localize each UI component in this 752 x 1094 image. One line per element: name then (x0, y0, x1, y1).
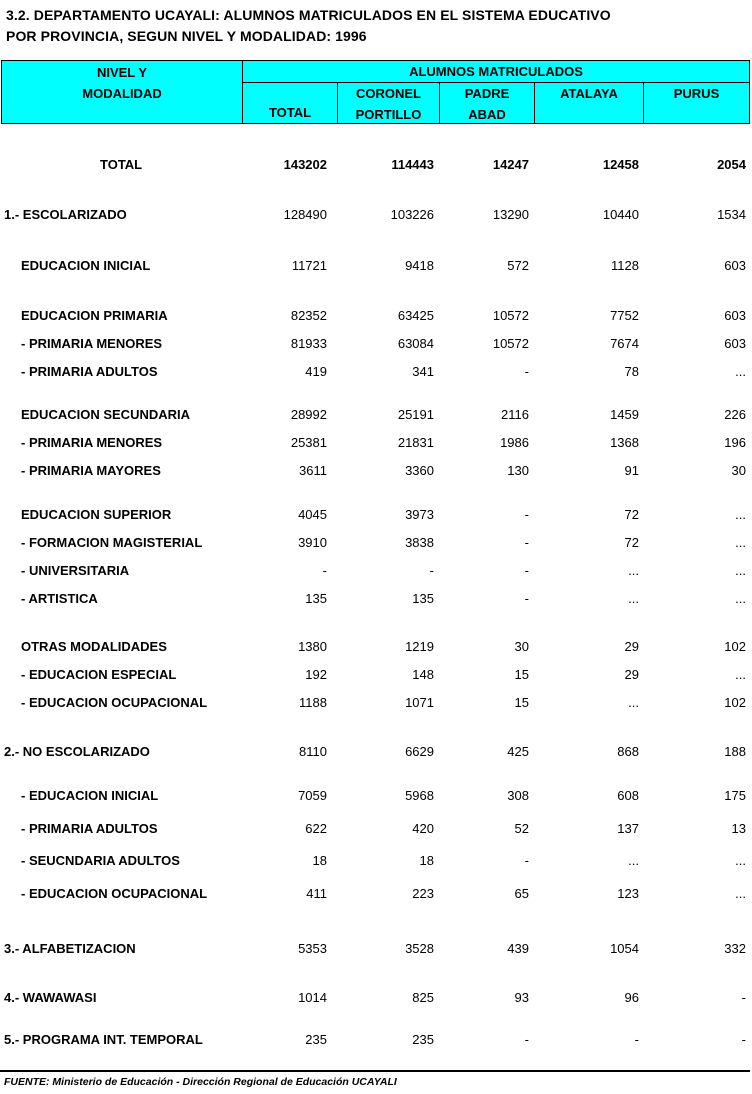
cell-padre-abad: - (524, 1032, 529, 1047)
cell-total: 622 (305, 821, 327, 836)
cell-coronel-portillo: 3528 (405, 941, 434, 956)
cell-atalaya: 137 (617, 821, 639, 836)
table-row (0, 307, 752, 325)
cell-coronel-portillo: 3360 (405, 463, 434, 478)
cell-coronel-portillo: 825 (412, 990, 434, 1005)
header-padre-line-2: ABAD (468, 107, 506, 122)
table-row (0, 666, 752, 684)
header-coronel-line-2: PORTILLO (355, 107, 422, 122)
row-label: 5.- PROGRAMA INT. TEMPORAL (4, 1032, 203, 1047)
cell-atalaya: 868 (617, 744, 639, 759)
cell-total: 11721 (291, 258, 327, 273)
row-label: - FORMACION MAGISTERIAL (21, 535, 203, 550)
cell-coronel-portillo: - (429, 563, 434, 578)
cell-atalaya: 1054 (610, 941, 639, 956)
cell-purus: 603 (724, 258, 746, 273)
table-row (0, 562, 752, 580)
cell-purus: ... (735, 364, 746, 379)
cell-padre-abad: - (524, 853, 529, 868)
cell-total: 18 (312, 853, 327, 868)
cell-padre-abad: 1986 (500, 435, 529, 450)
cell-padre-abad: 439 (507, 941, 529, 956)
table-row (0, 534, 752, 552)
table-row (0, 694, 752, 712)
cell-padre-abad: - (524, 535, 529, 550)
cell-total: 1188 (299, 695, 327, 710)
cell-coronel-portillo: 25191 (397, 407, 434, 422)
cell-purus: ... (735, 563, 746, 578)
cell-total: 1014 (298, 990, 327, 1005)
cell-atalaya: 29 (624, 667, 639, 682)
cell-padre-abad: 308 (507, 788, 529, 803)
row-label: OTRAS MODALIDADES (21, 639, 167, 654)
cell-total: 411 (306, 886, 327, 901)
row-label: 1.- ESCOLARIZADO (4, 207, 127, 222)
cell-total: 8110 (299, 744, 327, 759)
table-row (0, 885, 752, 903)
table-row (0, 638, 752, 656)
cell-purus: ... (735, 667, 746, 682)
cell-total: 1380 (298, 639, 327, 654)
cell-purus: - (741, 1032, 746, 1047)
cell-total: 82352 (290, 308, 327, 323)
cell-padre-abad: 15 (514, 667, 529, 682)
cell-total: 5353 (298, 941, 327, 956)
cell-total: 81933 (290, 336, 327, 351)
cell-padre-abad: 52 (514, 821, 529, 836)
table-row (0, 406, 752, 424)
row-label: - EDUCACION ESPECIAL (21, 667, 177, 682)
cell-total: - (322, 563, 327, 578)
cell-atalaya: 1128 (611, 258, 639, 273)
cell-purus: 102 (724, 639, 746, 654)
cell-atalaya: 72 (624, 535, 639, 550)
header-nivel-line-2: MODALIDAD (82, 86, 162, 101)
row-label: EDUCACION PRIMARIA (21, 308, 168, 323)
cell-coronel-portillo: 341 (412, 364, 434, 379)
table-row (0, 257, 752, 275)
cell-atalaya: 29 (624, 639, 639, 654)
table-row (0, 743, 752, 761)
cell-total: 192 (305, 667, 327, 682)
cell-padre-abad: 425 (507, 744, 529, 759)
cell-purus: 102 (724, 695, 746, 710)
cell-coronel-portillo: 420 (412, 821, 434, 836)
cell-coronel-portillo: 6629 (405, 744, 434, 759)
bottom-rule (0, 1070, 750, 1072)
header-atalaya: ATALAYA (560, 86, 618, 101)
table-row (0, 989, 752, 1007)
header-total: TOTAL (268, 105, 312, 120)
cell-atalaya: 123 (617, 886, 639, 901)
cell-atalaya: 78 (624, 364, 639, 379)
cell-padre-abad: - (524, 563, 529, 578)
table-row (0, 335, 752, 353)
cell-purus: 30 (731, 463, 746, 478)
cell-purus: 603 (724, 336, 746, 351)
cell-atalaya: 1368 (610, 435, 639, 450)
cell-total: 128490 (283, 207, 327, 222)
cell-total: 143202 (283, 157, 327, 172)
table-row (0, 940, 752, 958)
cell-padre-abad: 2116 (501, 407, 529, 422)
cell-atalaya: 91 (624, 463, 639, 478)
row-label: - PRIMARIA MENORES (21, 435, 163, 450)
cell-coronel-portillo: 1219 (405, 639, 434, 654)
cell-total: 3910 (298, 535, 327, 550)
row-label: - EDUCACION OCUPACIONAL (21, 886, 208, 901)
row-label: 4.- WAWAWASI (4, 990, 97, 1005)
cell-coronel-portillo: 148 (412, 667, 434, 682)
table-row (0, 1031, 752, 1049)
cell-atalaya: 10440 (602, 207, 639, 222)
cell-coronel-portillo: 5968 (405, 788, 434, 803)
cell-purus: 175 (724, 788, 746, 803)
row-label: EDUCACION SECUNDARIA (21, 407, 191, 422)
cell-atalaya: - (634, 1032, 639, 1047)
cell-coronel-portillo: 1071 (405, 695, 434, 710)
cell-padre-abad: 93 (514, 990, 529, 1005)
cell-padre-abad: 30 (514, 639, 529, 654)
cell-purus: 196 (724, 435, 746, 450)
row-label: - ARTISTICA (21, 591, 98, 606)
cell-atalaya: 72 (624, 507, 639, 522)
header-divider (242, 82, 749, 83)
cell-purus: ... (735, 853, 746, 868)
cell-padre-abad: 130 (507, 463, 529, 478)
cell-padre-abad: 572 (507, 258, 529, 273)
row-label: EDUCACION SUPERIOR (21, 507, 172, 522)
cell-padre-abad: 15 (514, 695, 529, 710)
cell-purus: 13 (731, 821, 746, 836)
cell-padre-abad: 65 (514, 886, 529, 901)
table-header (1, 60, 750, 124)
cell-purus: 1534 (717, 207, 746, 222)
cell-padre-abad: 10572 (492, 336, 529, 351)
cell-coronel-portillo: 18 (419, 853, 434, 868)
cell-purus: 226 (724, 407, 746, 422)
table-title-line-1: 3.2. DEPARTAMENTO UCAYALI: ALUMNOS MATRICULADOS EN EL SISTEMA EDUCATIVO (6, 7, 611, 23)
cell-total: 25381 (290, 435, 327, 450)
row-label: - PRIMARIA MAYORES (21, 463, 161, 478)
cell-coronel-portillo: 135 (412, 591, 434, 606)
cell-coronel-portillo: 3838 (405, 535, 434, 550)
cell-atalaya: 1459 (610, 407, 639, 422)
table-row (0, 852, 752, 870)
cell-purus: 603 (724, 308, 746, 323)
cell-atalaya: ... (628, 853, 639, 868)
cell-padre-abad: 14247 (492, 157, 529, 172)
cell-purus: 2054 (717, 157, 746, 172)
cell-total: 28992 (290, 407, 327, 422)
header-purus: PURUS (673, 86, 720, 101)
cell-coronel-portillo: 114443 (391, 157, 434, 172)
row-label: EDUCACION INICIAL (21, 258, 151, 273)
table-title-line-2: POR PROVINCIA, SEGUN NIVEL Y MODALIDAD: 1996 (6, 28, 367, 44)
cell-coronel-portillo: 63425 (397, 308, 434, 323)
row-label: - EDUCACION INICIAL (21, 788, 159, 803)
row-label: - PRIMARIA MENORES (21, 336, 163, 351)
row-label: 3.- ALFABETIZACION (4, 941, 136, 956)
row-label: - EDUCACION OCUPACIONAL (21, 695, 208, 710)
cell-atalaya: 96 (624, 990, 639, 1005)
cell-coronel-portillo: 223 (412, 886, 434, 901)
cell-purus: ... (735, 591, 746, 606)
header-padre-line-1: PADRE (464, 86, 510, 101)
cell-total: 4045 (298, 507, 327, 522)
cell-purus: ... (735, 535, 746, 550)
header-alumnos-matriculados: ALUMNOS MATRICULADOS (409, 64, 583, 79)
source-note: FUENTE: Ministerio de Educación - Dirección Regional de Educación UCAYALI (4, 1076, 397, 1088)
header-coronel-line-1: CORONEL (356, 86, 421, 101)
cell-purus: 188 (724, 744, 746, 759)
table-row (0, 156, 752, 174)
cell-atalaya: 7752 (610, 308, 639, 323)
row-label: - UNIVERSITARIA (21, 563, 130, 578)
table-row (0, 462, 752, 480)
cell-padre-abad: - (524, 591, 529, 606)
cell-coronel-portillo: 103226 (390, 207, 434, 222)
table-row (0, 590, 752, 608)
cell-atalaya: ... (628, 591, 639, 606)
cell-padre-abad: - (524, 507, 529, 522)
cell-atalaya: ... (628, 563, 639, 578)
cell-coronel-portillo: 9418 (405, 258, 434, 273)
cell-purus: ... (735, 886, 746, 901)
cell-purus: ... (735, 507, 746, 522)
cell-coronel-portillo: 21831 (397, 435, 434, 450)
cell-atalaya: 7674 (610, 336, 639, 351)
table-row (0, 434, 752, 452)
cell-total: 135 (305, 591, 327, 606)
cell-atalaya: 12458 (602, 157, 639, 172)
cell-total: 235 (305, 1032, 327, 1047)
cell-padre-abad: 10572 (492, 308, 529, 323)
cell-total: 419 (305, 364, 327, 379)
cell-coronel-portillo: 235 (412, 1032, 434, 1047)
cell-atalaya: 608 (617, 788, 639, 803)
table-row (0, 206, 752, 224)
header-nivel-line-1: NIVEL Y (96, 65, 148, 80)
cell-coronel-portillo: 63084 (397, 336, 434, 351)
cell-padre-abad: - (524, 364, 529, 379)
table-row (0, 506, 752, 524)
cell-purus: - (741, 990, 746, 1005)
table-row (0, 787, 752, 805)
cell-purus: 332 (724, 941, 746, 956)
cell-total: 3611 (299, 463, 327, 478)
cell-coronel-portillo: 3973 (405, 507, 434, 522)
cell-atalaya: ... (628, 695, 639, 710)
cell-padre-abad: 13290 (492, 207, 529, 222)
cell-total: 7059 (298, 788, 327, 803)
table-row (0, 363, 752, 381)
table-row (0, 820, 752, 838)
row-label: - SEUCNDARIA ADULTOS (21, 853, 180, 868)
row-label: - PRIMARIA ADULTOS (21, 364, 158, 379)
row-label: - PRIMARIA ADULTOS (21, 821, 158, 836)
row-label: 2.- NO ESCOLARIZADO (4, 744, 150, 759)
row-label: TOTAL (100, 157, 143, 172)
